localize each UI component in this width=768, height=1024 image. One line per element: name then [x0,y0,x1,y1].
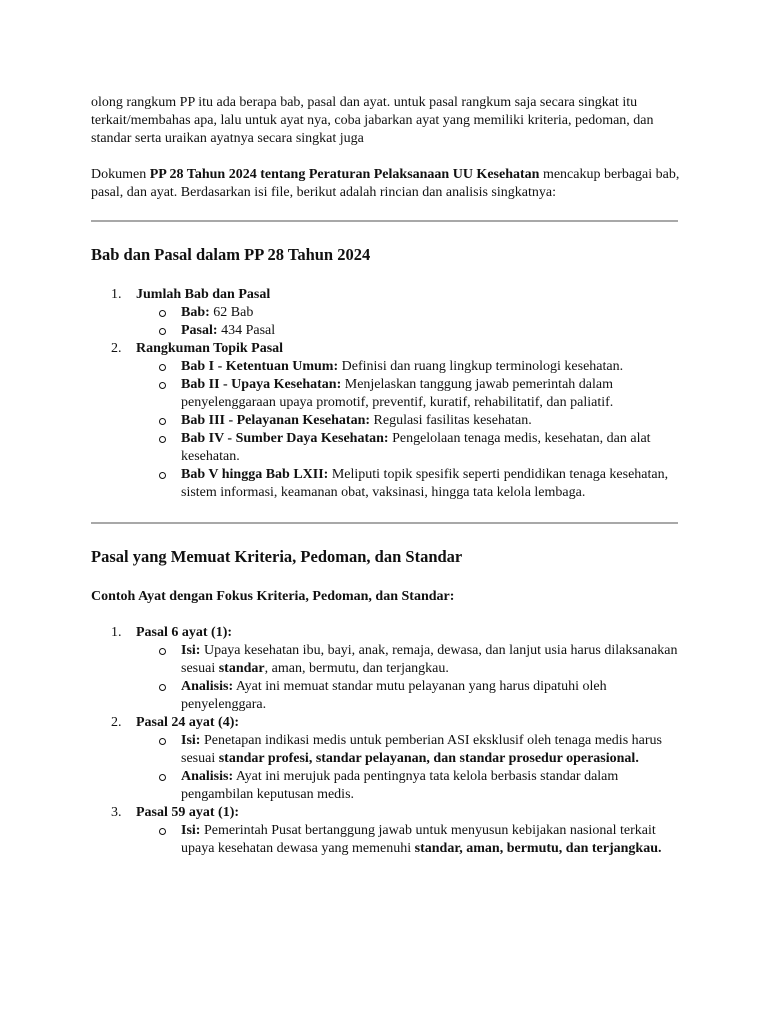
sub-item-text: , aman, bermutu, dan terjangkau. [264,661,449,676]
section2-list [91,624,681,858]
section2-heading: Pasal yang Memuat Kriteria, Pedoman, dan Standar [91,547,463,566]
sub-item [91,732,681,768]
sub-item-text: Pengelolaan tenaga medis, kesehatan, dan alat kesehatan. [181,431,651,464]
horizontal-rule [91,522,678,524]
intro-paragraph: olong rangkum PP itu ada berapa bab, pasal dan ayat. untuk pasal rangkum saja secara singkat itu terkait/membahas apa, lalu untuk ayat nya, coba jabarkan ayat yang memiliki kriteria, pedoman, dan standar serta uraikan ayatnya secara singkat juga [91,95,654,146]
section1-heading: Bab dan Pasal dalam PP 28 Tahun 2024 [91,245,371,264]
section1-list [91,286,681,502]
list-item [91,624,681,714]
circle-bullet-icon [159,364,166,371]
sub-item-text: Menjelaskan tanggung jawab pemerintah dalam penyelenggaraan upaya promotif, preventif, kuratif, rehabilitatif, dan paliatif. [181,377,614,410]
sub-item-label: Bab I - Ketentuan Umum: [181,359,339,374]
list-number: 2. [111,715,122,730]
sub-list [136,358,681,502]
sub-item-text: 62 Bab [209,305,254,320]
list-item [91,714,681,804]
list-item [91,286,681,340]
list-item [91,804,681,858]
sub-item-label: Pasal: [181,323,218,338]
list-item [91,340,681,502]
list-number: 3. [111,805,122,820]
sub-item-emphasis: standar profesi, standar pelayanan, dan standar prosedur operasional. [218,751,639,766]
sub-item-emphasis: standar, aman, bermutu, dan terjangkau. [414,841,662,856]
list-item-label: Pasal 59 ayat (1): [136,805,240,820]
sub-item-label: Isi: [181,643,201,658]
circle-bullet-icon [159,472,166,479]
sub-item-label: Bab: [181,305,210,320]
list-number: 2. [111,341,122,356]
sub-item-label: Bab III - Pelayanan Kesehatan: [181,413,371,428]
sub-item [91,822,681,858]
sub-item [91,642,681,678]
sub-list [136,304,681,340]
list-number: 1. [111,287,122,302]
circle-bullet-icon [159,828,166,835]
circle-bullet-icon [159,774,166,781]
circle-bullet-icon [159,310,166,317]
lead-bold: PP 28 Tahun 2024 tentang Peraturan Pelaksanaan UU Kesehatan [149,167,540,182]
lead-paragraph [91,166,681,202]
sub-item-text: Meliputi topik spesifik seperti pendidikan tenaga kesehatan, sistem informasi, keamanan obat, vaksinasi, hingga tata kelola lembaga. [181,467,669,500]
sub-item-label: Bab II - Upaya Kesehatan: [181,377,342,392]
document-content [91,94,681,858]
sub-item-label: Isi: [181,733,201,748]
circle-bullet-icon [159,418,166,425]
sub-item-label: Isi: [181,823,201,838]
sub-item [91,412,681,430]
sub-item-text: 434 Pasal [217,323,276,338]
sub-item [91,304,681,322]
sub-list [136,642,681,714]
sub-item [91,358,681,376]
list-item-label: Pasal 6 ayat (1): [136,625,233,640]
sub-item [91,376,681,412]
sub-list [136,732,681,804]
list-item-label: Jumlah Bab dan Pasal [136,287,271,302]
sub-item [91,678,681,714]
sub-item [91,466,681,502]
sub-item-text: Definisi dan ruang lingkup terminologi kesehatan. [338,359,624,374]
circle-bullet-icon [159,648,166,655]
sub-item [91,768,681,804]
lead-suffix: mencakup berbagai bab, pasal, dan ayat. Berdasarkan isi file, berikut adalah rincian dan analisis singkatnya: [91,167,680,200]
sub-item-label: Bab IV - Sumber Daya Kesehatan: [181,431,389,446]
lead-prefix: Dokumen [91,167,150,182]
sub-item-text: Ayat ini memuat standar mutu pelayanan yang harus dipatuhi oleh penyelenggara. [181,679,607,712]
list-item-label: Rangkuman Topik Pasal [136,341,284,356]
sub-item-label: Analisis: [181,769,234,784]
sub-item [91,322,681,340]
sub-item-label: Bab V hingga Bab LXII: [181,467,329,482]
circle-bullet-icon [159,738,166,745]
section2-subheading: Contoh Ayat dengan Fokus Kriteria, Pedoman, dan Standar: [91,589,455,604]
sub-item-text: Upaya kesehatan ibu, bayi, anak, remaja, dewasa, dan lanjut usia harus dilaksanakan sesuai [181,643,678,676]
list-number: 1. [111,625,122,640]
sub-item-label: Analisis: [181,679,234,694]
sub-item-text: Ayat ini merujuk pada pentingnya tata kelola berbasis standar dalam pengambilan keputusan medis. [181,769,619,802]
circle-bullet-icon [159,684,166,691]
sub-item-emphasis: standar [218,661,265,676]
circle-bullet-icon [159,436,166,443]
sub-item-text: Pemerintah Pusat bertanggung jawab untuk menyusun kebijakan nasional terkait upaya kesehatan dewasa yang memenuhi [181,823,656,856]
sub-item-text: Penetapan indikasi medis untuk pemberian ASI eksklusif oleh tenaga medis harus sesuai [181,733,662,766]
circle-bullet-icon [159,328,166,335]
horizontal-rule [91,220,678,222]
sub-item [91,430,681,466]
sub-list [136,822,681,858]
list-item-label: Pasal 24 ayat (4): [136,715,240,730]
sub-item-text: Regulasi fasilitas kesehatan. [370,413,532,428]
circle-bullet-icon [159,382,166,389]
